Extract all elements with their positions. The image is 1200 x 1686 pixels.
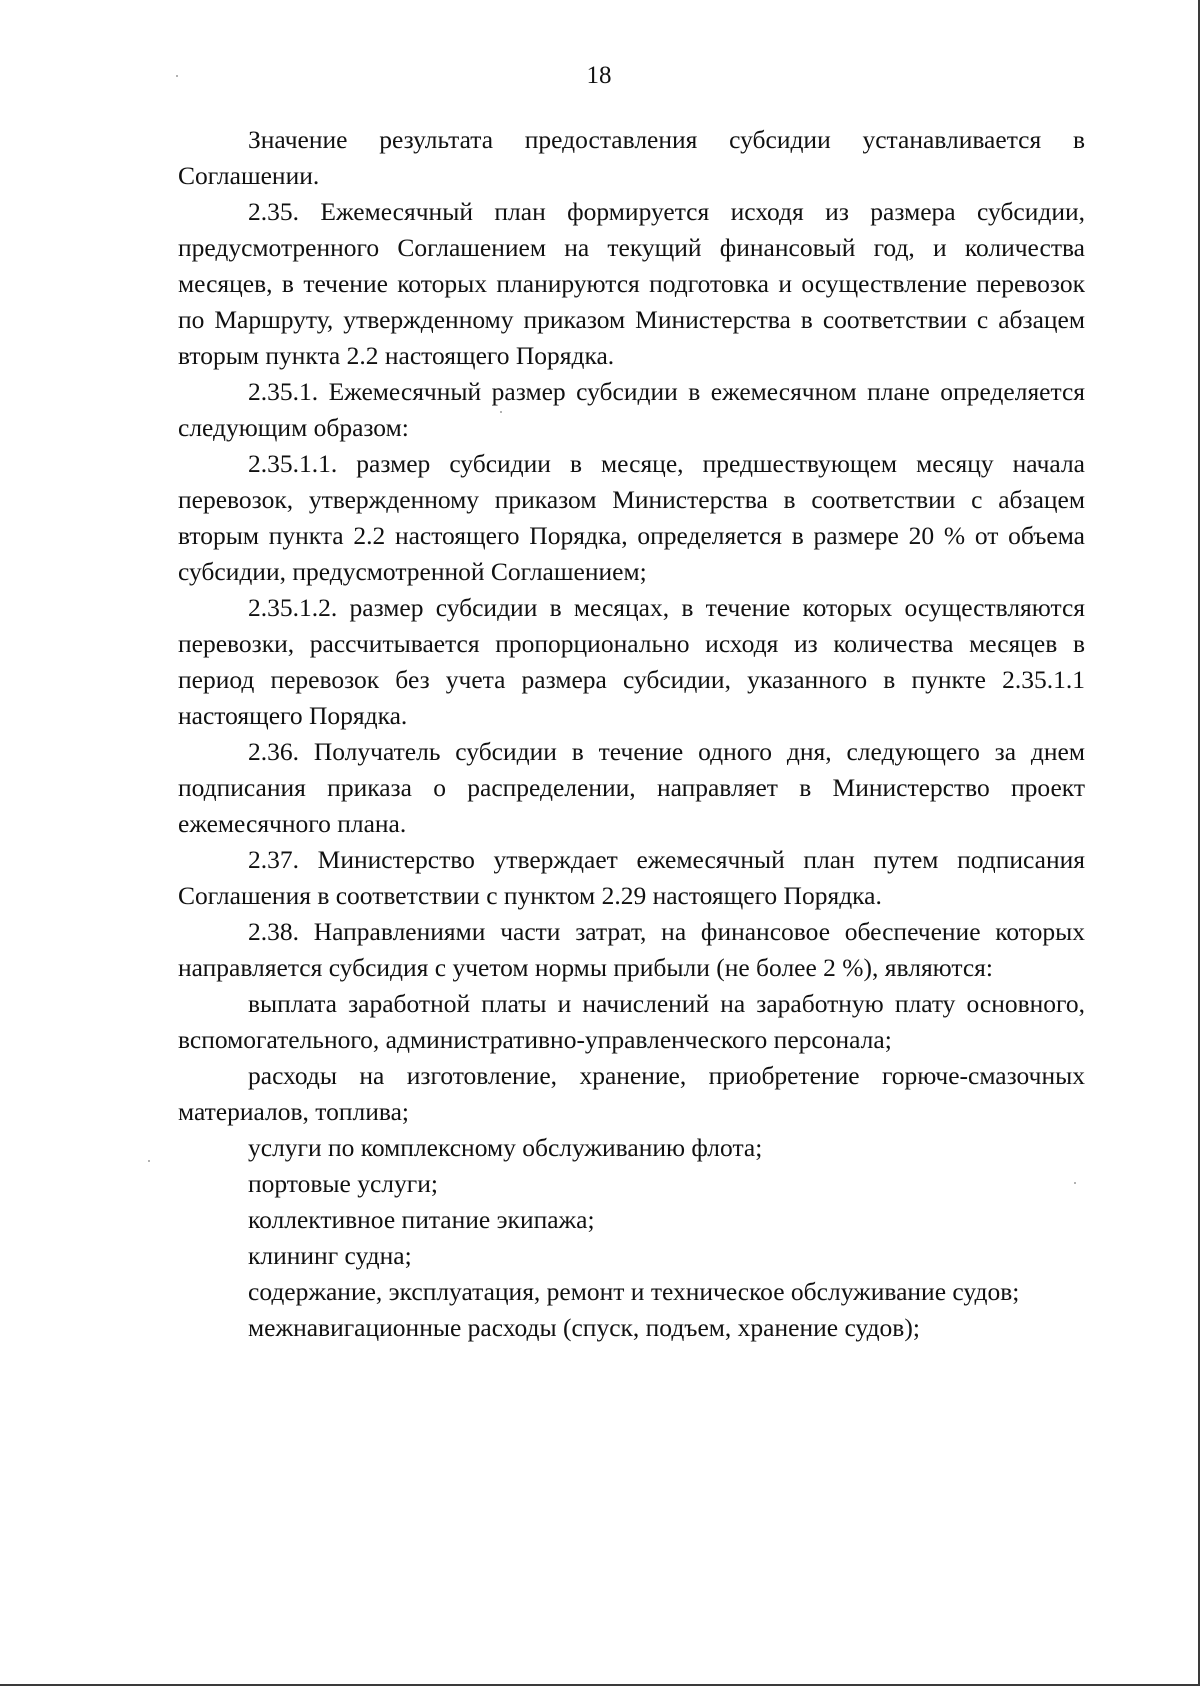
- list-item-port-services: портовые услуги;: [248, 1169, 438, 1198]
- list-item-ship-maintenance: содержание, эксплуатация, ремонт и техническое обслуживание судов;: [248, 1277, 1020, 1306]
- paragraph-2-38: 2.38. Направлениями части затрат, на финансовое обеспечение которых направляется субсидия с учетом нормы прибыли (не более 2 %), являются:: [178, 917, 1085, 982]
- paragraph-2-36: 2.36. Получатель субсидии в течение одного дня, следующего за днем подписания приказа о распределении, направляет в Министерство проект ежемесячного плана.: [178, 737, 1085, 838]
- scan-speck: [148, 1160, 150, 1162]
- paragraph-2-35: 2.35. Ежемесячный план формируется исходя из размера субсидии, предусмотренного Соглашением на текущий финансовый год, и количества месяцев, в течение которых планируются подготовка и осуществление перевозок по Маршруту, утвержденному приказом Министерства в соответствии с абзацем вторым пункта 2.2 настоящего Порядка.: [178, 197, 1085, 370]
- page-number: 18: [586, 62, 612, 89]
- document-body: [178, 122, 1085, 1346]
- list-item-off-season-costs: межнавигационные расходы (спуск, подъем, хранение судов);: [248, 1313, 920, 1342]
- paragraph-2-35-1-2: 2.35.1.2. размер субсидии в месяцах, в течение которых осуществляются перевозки, рассчитывается пропорционально исходя из количества месяцев в период перевозок без учета размера субсидии, указанного в пункте 2.35.1.1 настоящего Порядка.: [178, 593, 1085, 730]
- scan-speck: [1074, 1182, 1076, 1184]
- paragraph-2-35-1-1: 2.35.1.1. размер субсидии в месяце, предшествующем месяцу начала перевозок, утвержденному приказом Министерства в соответствии с абзацем вторым пункта 2.2 настоящего Порядка, определяется в размере 20 % от объема субсидии, предусмотренной Соглашением;: [178, 449, 1085, 586]
- list-item-ship-cleaning: клининг судна;: [248, 1241, 412, 1270]
- scan-speck: [500, 411, 502, 413]
- list-item-crew-catering: коллективное питание экипажа;: [248, 1205, 595, 1234]
- scan-speck: [176, 75, 178, 77]
- paragraph-2-35-1: 2.35.1. Ежемесячный размер субсидии в ежемесячном плане определяется следующим образом:: [178, 377, 1085, 442]
- list-item-fleet-service: услуги по комплексному обслуживанию флота;: [248, 1133, 763, 1162]
- paragraph-2-37: 2.37. Министерство утверждает ежемесячный план путем подписания Соглашения в соответствии с пунктом 2.29 настоящего Порядка.: [178, 845, 1085, 910]
- paragraph-result-value: Значение результата предоставления субсидии устанавливается в Соглашении.: [178, 125, 1085, 190]
- list-item-fuel: расходы на изготовление, хранение, приобретение горюче-смазочных материалов, топлива;: [178, 1061, 1085, 1126]
- list-item-salary: выплата заработной платы и начислений на заработную плату основного, вспомогательного, административно-управленческого персонала;: [178, 989, 1085, 1054]
